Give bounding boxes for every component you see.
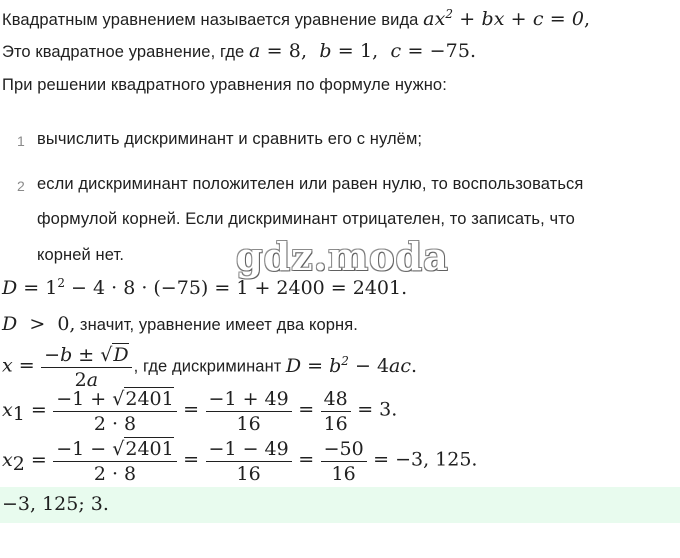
x2-fraction-1: $\frac{-1 - √2401}{2 \cdot 8}$ (53, 437, 176, 486)
x1-fraction-3: $\frac{48}{16}$ (321, 387, 351, 436)
intro-line-1-text: Квадратным уравнением называется уравнение вида (2, 11, 419, 29)
x2-fraction-3: $\frac{-50}{16}$ (321, 437, 367, 486)
x2-fraction-2: $\frac{-1 - 49}{16}$ (206, 437, 292, 486)
discriminant-positive: D > 0, (2, 313, 76, 335)
intro-line-2-text: Это квадратное уравнение, где (2, 43, 245, 61)
answer-box (0, 487, 680, 523)
conclusion-line (2, 313, 358, 335)
formula-text: , где дискриминант (133, 357, 282, 376)
discriminant-formula: $D = b^2 - 4ac$. (285, 353, 418, 377)
coefficients-formula: a = 8, b = 1, c = −75. (249, 40, 477, 62)
watermark-logo: gdz.moda (236, 234, 449, 279)
step-1-number: 1 (17, 133, 25, 149)
intro-line-3: При решении квадратного уравнения по формуле нужно: (2, 76, 447, 94)
x1-calculation: $x_1$ = $\frac{-1 + √2401}{2 \cdot 8}$ = $\frac{-1 + 49}{16}$ = $\frac{48}{16}$ = 3. (2, 388, 398, 435)
roots-formula-fraction: $\frac{-b \pm √D}{2a}$ (41, 343, 131, 392)
x1-fraction-2: $\frac{-1 + 49}{16}$ (206, 387, 292, 436)
x1-fraction-1: $\frac{-1 + √2401}{2 \cdot 8}$ (53, 387, 176, 436)
intro-line-1: Квадратным уравнением называется уравнение вида $ax^2$ + bx + c = 0, (2, 7, 591, 30)
x2-calculation: $x_2$ = $\frac{-1 - √2401}{2 \cdot 8}$ = $\frac{-1 - 49}{16}$ = $\frac{-50}{16}$ = −3, 125. (2, 438, 478, 485)
conclusion-text: значит, уравнение имеет два корня. (79, 316, 358, 334)
x1-result: = 3. (357, 398, 398, 421)
answer-text: −3, 125; 3. (2, 493, 109, 515)
step-2-text-line-2: формулой корней. Если дискриминант отрицателен, то записать, что (37, 210, 575, 228)
quadratic-form-formula: $ax^2$ + bx + c = 0 (423, 7, 585, 30)
step-2-text-line-1: если дискриминант положителен или равен нулю, то воспользоваться (37, 175, 584, 193)
x2-result: = −3, 125. (373, 448, 478, 471)
roots-formula-line: x = $\frac{-b \pm √D}{2a}$ , где дискриминант $D = b^2 - 4ac$. (2, 344, 418, 391)
intro-line-2 (2, 40, 476, 62)
discriminant-calculation: $D = 1^2 - 4 \cdot 8 \cdot (-75) = 1 + 2400 = 2401$. (2, 276, 408, 299)
step-2-number: 2 (17, 178, 25, 194)
step-1-text: вычислить дискриминант и сравнить его с нулём; (37, 130, 423, 148)
step-2-text-line-3: корней нет. (37, 246, 124, 264)
